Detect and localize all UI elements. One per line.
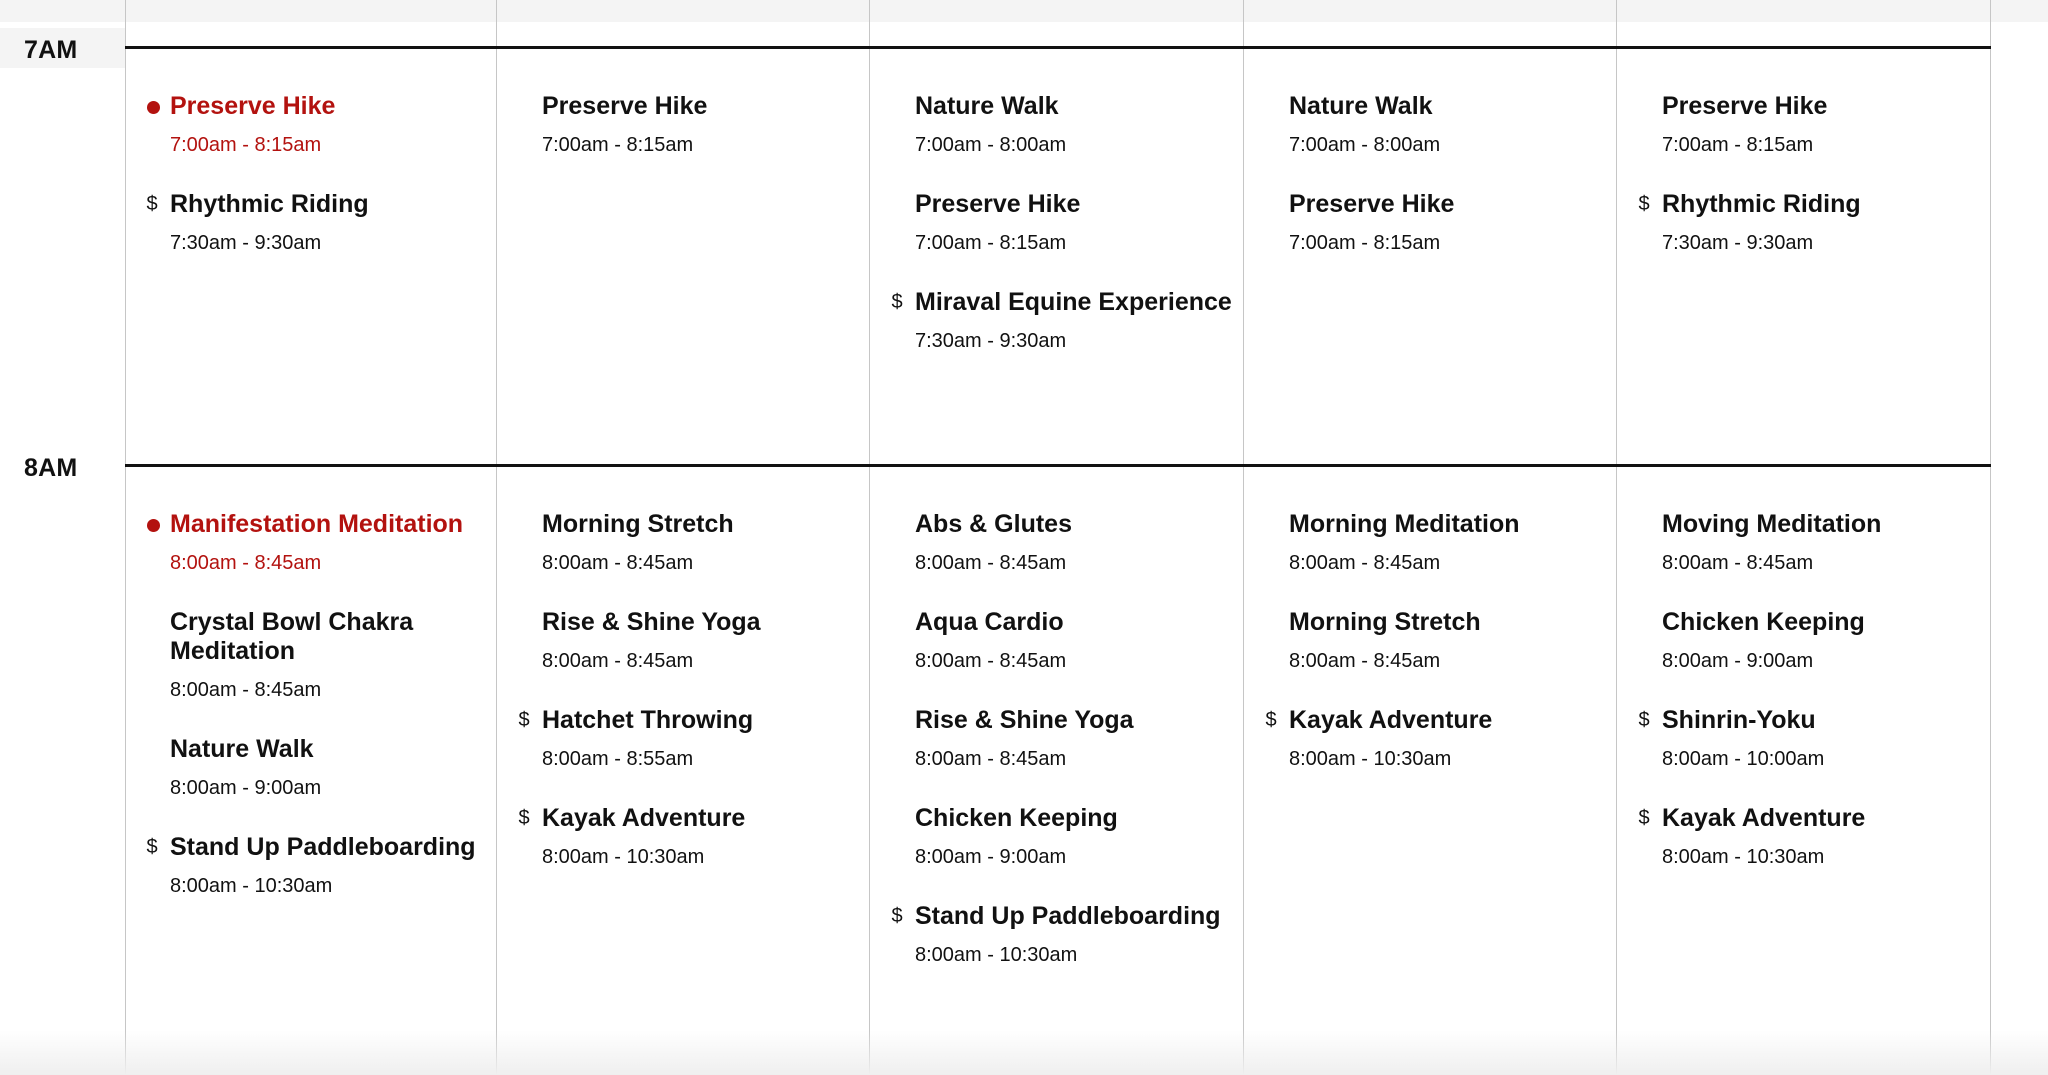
class-time: 8:00am - 8:45am bbox=[1289, 650, 1441, 672]
class-title[interactable]: Morning Meditation bbox=[1289, 510, 1520, 538]
class-time: 7:00am - 8:15am bbox=[915, 232, 1067, 254]
class-title[interactable]: Nature Walk bbox=[170, 735, 314, 763]
class-title[interactable]: Nature Walk bbox=[1289, 92, 1433, 120]
class-title[interactable]: Preserve Hike bbox=[1662, 92, 1828, 120]
class-item[interactable] bbox=[497, 706, 867, 771]
schedule-cell bbox=[125, 510, 495, 931]
class-time: 7:00am - 8:15am bbox=[542, 134, 694, 156]
class-item[interactable] bbox=[1244, 92, 1614, 157]
class-time: 8:00am - 8:45am bbox=[915, 650, 1067, 672]
class-time: 8:00am - 10:30am bbox=[1662, 846, 1825, 868]
class-item[interactable] bbox=[125, 190, 495, 255]
class-time: 7:00am - 8:15am bbox=[170, 134, 322, 156]
class-time: 7:00am - 8:15am bbox=[1289, 232, 1441, 254]
class-item[interactable] bbox=[870, 288, 1240, 353]
top-band bbox=[0, 0, 2048, 22]
class-item[interactable] bbox=[497, 510, 867, 575]
class-title[interactable]: Stand Up Paddleboarding bbox=[170, 833, 476, 861]
class-title[interactable]: Chicken Keeping bbox=[915, 804, 1118, 832]
class-title[interactable]: Miraval Equine Experience bbox=[915, 288, 1232, 316]
schedule-cell bbox=[870, 510, 1240, 1000]
class-item[interactable] bbox=[125, 92, 495, 157]
class-title[interactable]: Morning Stretch bbox=[542, 510, 734, 538]
class-item[interactable] bbox=[1244, 706, 1614, 771]
class-time: 7:30am - 9:30am bbox=[915, 330, 1067, 352]
class-item[interactable] bbox=[125, 833, 495, 898]
class-time: 8:00am - 8:45am bbox=[542, 650, 694, 672]
class-time: 8:00am - 8:45am bbox=[1289, 552, 1441, 574]
class-time: 8:00am - 9:00am bbox=[170, 777, 322, 799]
class-item[interactable] bbox=[870, 92, 1240, 157]
class-time: 8:00am - 10:00am bbox=[1662, 748, 1825, 770]
dollar-icon: $ bbox=[1638, 709, 1650, 731]
class-title[interactable]: Preserve Hike bbox=[915, 190, 1081, 218]
class-title[interactable]: Kayak Adventure bbox=[542, 804, 746, 832]
class-item[interactable] bbox=[125, 510, 495, 575]
class-title[interactable]: Nature Walk bbox=[915, 92, 1059, 120]
class-time: 8:00am - 10:30am bbox=[170, 875, 333, 897]
class-item[interactable] bbox=[1617, 706, 1987, 771]
dollar-icon: $ bbox=[518, 709, 530, 731]
class-time: 7:30am - 9:30am bbox=[170, 232, 322, 254]
hour-divider-7am bbox=[125, 46, 1991, 49]
class-item[interactable] bbox=[870, 190, 1240, 255]
class-title[interactable]: Rise & Shine Yoga bbox=[542, 608, 761, 636]
dollar-icon: $ bbox=[891, 905, 903, 927]
class-time: 7:30am - 9:30am bbox=[1662, 232, 1814, 254]
dollar-icon: $ bbox=[1638, 193, 1650, 215]
class-time: 8:00am - 10:30am bbox=[542, 846, 705, 868]
bottom-fade bbox=[0, 1030, 2048, 1075]
class-title[interactable]: Crystal Bowl Chakra Meditation bbox=[170, 608, 414, 665]
hour-label-8am: 8AM bbox=[24, 454, 78, 482]
class-title[interactable]: Chicken Keeping bbox=[1662, 608, 1865, 636]
class-title[interactable]: Manifestation Meditation bbox=[170, 510, 464, 538]
class-title[interactable]: Preserve Hike bbox=[170, 92, 336, 120]
class-title[interactable]: Preserve Hike bbox=[542, 92, 708, 120]
class-item[interactable] bbox=[497, 804, 867, 869]
class-title[interactable]: Aqua Cardio bbox=[915, 608, 1064, 636]
class-time: 7:00am - 8:00am bbox=[1289, 134, 1441, 156]
class-title[interactable]: Rhythmic Riding bbox=[1662, 190, 1861, 218]
class-item[interactable] bbox=[1617, 92, 1987, 157]
class-item[interactable] bbox=[1617, 190, 1987, 255]
schedule-cell bbox=[1617, 510, 1987, 902]
schedule-cell bbox=[1244, 92, 1614, 288]
schedule-cell bbox=[497, 92, 867, 190]
class-item[interactable] bbox=[1617, 804, 1987, 869]
class-item[interactable] bbox=[870, 608, 1240, 673]
schedule-cell bbox=[870, 92, 1240, 386]
class-item[interactable] bbox=[870, 902, 1240, 967]
class-time: 8:00am - 8:45am bbox=[170, 679, 322, 701]
class-item[interactable] bbox=[870, 706, 1240, 771]
schedule-cell bbox=[497, 510, 867, 902]
class-time: 8:00am - 9:00am bbox=[1662, 650, 1814, 672]
class-title[interactable]: Preserve Hike bbox=[1289, 190, 1455, 218]
red-dot-icon bbox=[147, 519, 160, 532]
class-title[interactable]: Abs & Glutes bbox=[915, 510, 1072, 538]
class-item[interactable] bbox=[125, 608, 495, 702]
column-divider bbox=[1990, 0, 1991, 1075]
class-title[interactable]: Rhythmic Riding bbox=[170, 190, 369, 218]
class-item[interactable] bbox=[870, 510, 1240, 575]
class-item[interactable] bbox=[125, 735, 495, 800]
class-title[interactable]: Stand Up Paddleboarding bbox=[915, 902, 1221, 930]
hour-label-7am: 7AM bbox=[24, 36, 78, 64]
class-item[interactable] bbox=[1617, 510, 1987, 575]
schedule-cell bbox=[1617, 92, 1987, 288]
dollar-icon: $ bbox=[1265, 709, 1277, 731]
class-item[interactable] bbox=[1244, 608, 1614, 673]
class-title[interactable]: Hatchet Throwing bbox=[542, 706, 754, 734]
class-title[interactable]: Kayak Adventure bbox=[1289, 706, 1493, 734]
class-time: 8:00am - 10:30am bbox=[1289, 748, 1452, 770]
class-time: 8:00am - 8:45am bbox=[1662, 552, 1814, 574]
dollar-icon: $ bbox=[1638, 807, 1650, 829]
class-time: 8:00am - 10:30am bbox=[915, 944, 1078, 966]
class-title[interactable]: Morning Stretch bbox=[1289, 608, 1481, 636]
class-time: 8:00am - 8:45am bbox=[915, 748, 1067, 770]
red-dot-icon bbox=[147, 101, 160, 114]
dollar-icon: $ bbox=[146, 836, 158, 858]
schedule-cell bbox=[125, 92, 495, 288]
class-item[interactable] bbox=[497, 608, 867, 673]
class-title[interactable]: Rise & Shine Yoga bbox=[915, 706, 1134, 734]
class-item[interactable] bbox=[1244, 190, 1614, 255]
dollar-icon: $ bbox=[518, 807, 530, 829]
class-title[interactable]: Shinrin-Yoku bbox=[1662, 706, 1816, 734]
class-time: 7:00am - 8:15am bbox=[1662, 134, 1814, 156]
class-time: 8:00am - 8:45am bbox=[170, 552, 322, 574]
dollar-icon: $ bbox=[891, 291, 903, 313]
class-item[interactable] bbox=[1617, 608, 1987, 673]
class-item[interactable] bbox=[1244, 510, 1614, 575]
hour-divider-8am bbox=[125, 464, 1991, 467]
class-time: 7:00am - 8:00am bbox=[915, 134, 1067, 156]
class-time: 8:00am - 8:55am bbox=[542, 748, 694, 770]
class-title[interactable]: Kayak Adventure bbox=[1662, 804, 1866, 832]
class-time: 8:00am - 8:45am bbox=[542, 552, 694, 574]
class-time: 8:00am - 9:00am bbox=[915, 846, 1067, 868]
dollar-icon: $ bbox=[146, 193, 158, 215]
class-item[interactable] bbox=[497, 92, 867, 157]
class-title[interactable]: Moving Meditation bbox=[1662, 510, 1882, 538]
schedule-cell bbox=[1244, 510, 1614, 804]
class-item[interactable] bbox=[870, 804, 1240, 869]
class-time: 8:00am - 8:45am bbox=[915, 552, 1067, 574]
